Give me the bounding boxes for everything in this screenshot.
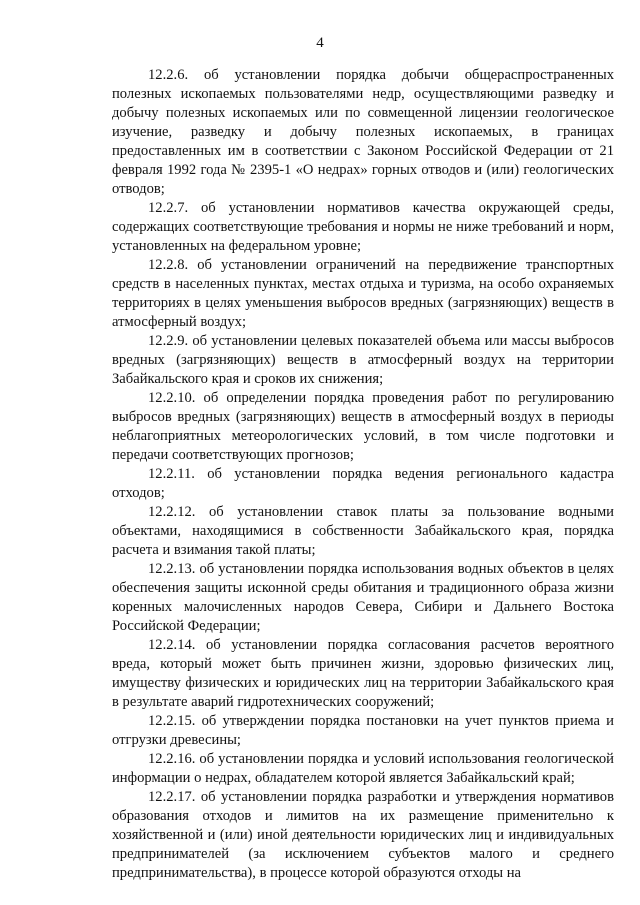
clause-12-2-11: 12.2.11. об установлении порядка ведения регионального кадастра отходов; [112,466,614,501]
clause-12-2-8: 12.2.8. об установлении ограничений на передвижение транспортных средств в населенных пунктах, местах отдыха и туризма, на особо охраняемых территориях в целях уменьшения выбросов вредных (загрязняющих) веществ в атмосферный воздух; [112,257,614,330]
clause-12-2-6: 12.2.6. об установлении порядка добычи общераспространенных полезных ископаемых пользователями недр, осуществляющими разведку и добычу полезных ископаемых или по совмещенной лицензии геологическое изучение, разведку и добычу полезных ископаемых, в границах предоставленных им в соответствии с Законом Российской Федерации от 21 февраля 1992 года № 2395-1 «О недрах» горных отводов и (или) геологических отводов; [112,67,614,197]
clause-12-2-10: 12.2.10. об определении порядка проведения работ по регулированию выбросов вредных (загрязняющих) веществ в атмосферный воздух в периоды неблагоприятных метеорологических условий, в том числе подготовки и передачи соответствующих прогнозов; [112,390,614,463]
clause-12-2-17: 12.2.17. об установлении порядка разработки и утверждения нормативов образования отходов и лимитов на их размещение применительно к хозяйственной и (или) иной деятельности юридических лиц и индивидуальных предпринимателей (за исключением субъектов малого и среднего предпринимательства), в процессе которой образуются отходы на [112,789,614,881]
clause-12-2-12: 12.2.12. об установлении ставок платы за пользование водными объектами, находящимися в собственности Забайкальского края, порядка расчета и взимания такой платы; [112,504,614,558]
clause-12-2-9: 12.2.9. об установлении целевых показателей объема или массы выбросов вредных (загрязняющих) веществ в атмосферный воздух на территории Забайкальского края и сроков их снижения; [112,333,614,387]
clause-12-2-7: 12.2.7. об установлении нормативов качества окружающей среды, содержащих соответствующие требования и нормы не ниже требований и норм, установленных на федеральном уровне; [112,200,614,254]
document-body [112,66,614,883]
clause-12-2-13: 12.2.13. об установлении порядка использования водных объектов в целях обеспечения защиты исконной среды обитания и традиционного образа жизни коренных малочисленных народов Севера, Сибири и Дальнего Востока Российской Федерации; [112,561,614,634]
clause-12-2-14: 12.2.14. об установлении порядка согласования расчетов вероятного вреда, который может быть причинен жизни, здоровью физических лиц, имуществу физических и юридических лиц на территории Забайкальского края в результате аварий гидротехнических сооружений; [112,637,614,710]
clause-12-2-16: 12.2.16. об установлении порядка и условий использования геологической информации о недрах, обладателем которой является Забайкальский край; [112,751,614,786]
page-number: 4 [316,35,324,51]
clause-12-2-15: 12.2.15. об утверждении порядка постановки на учет пунктов приема и отгрузки древесины; [112,713,614,748]
